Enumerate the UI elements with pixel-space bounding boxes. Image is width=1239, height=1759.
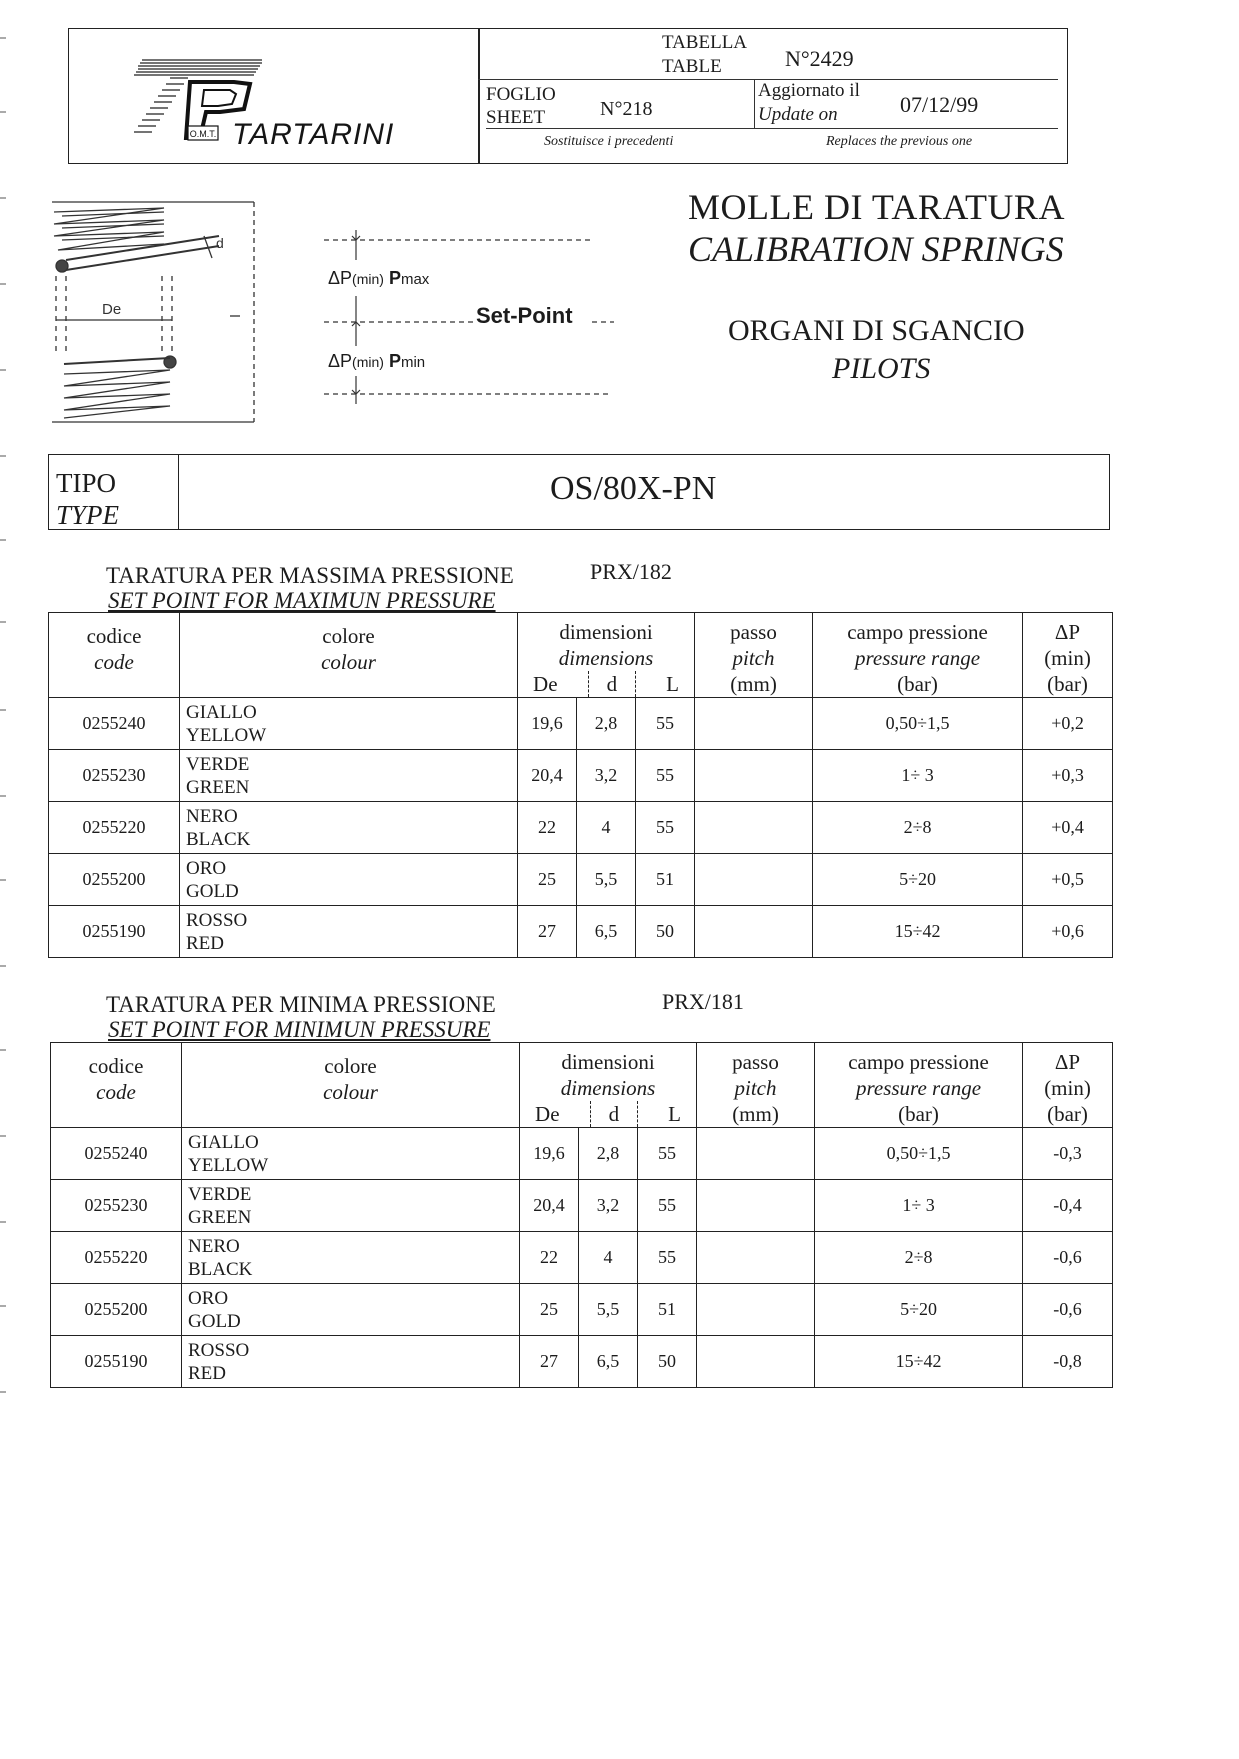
- col-pitch-unit-2: (mm): [732, 1102, 779, 1126]
- l-cell: 55: [636, 698, 695, 750]
- dp-cell: +0,4: [1023, 802, 1113, 854]
- setpoint-lines-icon: [324, 226, 624, 406]
- d-cell: 4: [577, 802, 636, 854]
- title-sub-it: ORGANI DI SGANCIO: [728, 314, 1025, 347]
- col-code-it: codice: [86, 624, 142, 648]
- type-divider: [178, 454, 179, 530]
- range-cell: 1÷ 3: [813, 750, 1023, 802]
- code-cell: 0255200: [49, 854, 180, 906]
- max-row: [49, 750, 1113, 802]
- col-range-header-2: [815, 1043, 1023, 1128]
- section-min-ref: PRX/181: [662, 989, 744, 1014]
- dp-cell: -0,4: [1023, 1180, 1113, 1232]
- d-cell: 3,2: [577, 750, 636, 802]
- colour-cell: [180, 750, 518, 802]
- dp-cell: -0,6: [1023, 1232, 1113, 1284]
- col-pitch-header: [695, 613, 813, 698]
- colour-it: ORO: [186, 857, 227, 879]
- col-code-it-2: codice: [88, 1054, 144, 1078]
- d-label: d: [216, 235, 224, 251]
- code-cell: 0255230: [49, 750, 180, 802]
- col-range-unit: (bar): [897, 672, 938, 696]
- replaces-it: Sostituisce i precedenti: [544, 134, 674, 149]
- pitch-cell: [697, 1284, 815, 1336]
- pitch-cell: [697, 1232, 815, 1284]
- range-cell: 0,50÷1,5: [813, 698, 1023, 750]
- pmax-p: P: [388, 268, 401, 288]
- colour-en: BLACK: [186, 828, 251, 850]
- col-d-2: d: [590, 1101, 639, 1127]
- dp-cell: +0,5: [1023, 854, 1113, 906]
- de-cell: 22: [518, 802, 577, 854]
- logo-badge-text: O.M.T.: [189, 129, 217, 139]
- title-sub-en: PILOTS: [832, 352, 931, 385]
- col-pitch-it: passo: [730, 620, 777, 644]
- col-code-header: [49, 613, 180, 698]
- min-row: [51, 1128, 1113, 1180]
- col-range-header: [813, 613, 1023, 698]
- range-cell: 5÷20: [813, 854, 1023, 906]
- colour-it: GIALLO: [188, 1131, 259, 1153]
- table-max-pressure: [48, 612, 1113, 958]
- col-colour-header-2: [182, 1043, 520, 1128]
- l-cell: 50: [638, 1336, 697, 1388]
- colour-it: VERDE: [186, 753, 250, 775]
- col-colour-it-2: colore: [324, 1054, 377, 1078]
- pitch-cell: [697, 1336, 815, 1388]
- col-dim-sub: [518, 671, 694, 697]
- code-cell: 0255190: [49, 906, 180, 958]
- col-dim-it-2: dimensioni: [561, 1050, 655, 1074]
- colour-it: ROSSO: [188, 1339, 250, 1361]
- pitch-cell: [697, 1180, 815, 1232]
- col-l-2: L: [668, 1102, 681, 1126]
- company-logo: [130, 54, 410, 154]
- section-max-ref: PRX/182: [590, 559, 672, 584]
- table-max-header: [49, 613, 1113, 698]
- margin-ticks-icon: [0, 0, 8, 1754]
- spring-diagram: [44, 196, 274, 428]
- table-label-it: TABELLA: [662, 32, 748, 53]
- col-pitch-en: pitch: [732, 646, 775, 670]
- col-dp-min: (min): [1044, 646, 1091, 670]
- col-code-header-2: [51, 1043, 182, 1128]
- section-min-title-en: SET POINT FOR MINIMUN PRESSURE: [108, 1017, 491, 1042]
- section-max-title-it: TARATURA PER MASSIMA PRESSIONE: [106, 563, 514, 588]
- col-code-en-2: code: [96, 1080, 136, 1104]
- col-range-unit-2: (bar): [898, 1102, 939, 1126]
- col-dim-sub-2: [520, 1101, 696, 1127]
- pmin-sub: min: [400, 354, 426, 371]
- col-range-en-2: pressure range: [856, 1076, 982, 1100]
- setpoint-diagram: [324, 226, 624, 406]
- col-dim-en: dimensions: [558, 646, 654, 670]
- col-colour-en: colour: [321, 650, 376, 674]
- update-label-en: Update on: [758, 104, 838, 125]
- delta-p-min-label: [328, 351, 425, 372]
- col-pitch-it-2: passo: [732, 1050, 779, 1074]
- col-dp-min-2: (min): [1044, 1076, 1091, 1100]
- delta-p-symbol-2: ΔP: [328, 351, 353, 371]
- range-cell: 15÷42: [813, 906, 1023, 958]
- table-min-header: [51, 1043, 1113, 1128]
- d-cell: 6,5: [579, 1336, 638, 1388]
- pitch-cell: [697, 1128, 815, 1180]
- col-de-2: De: [535, 1102, 560, 1126]
- col-d: d: [588, 671, 637, 697]
- d-cell: 5,5: [579, 1284, 638, 1336]
- colour-en: RED: [188, 1362, 226, 1384]
- col-range-it: campo pressione: [847, 620, 988, 644]
- code-cell: 0255220: [49, 802, 180, 854]
- table-label-en: TABLE: [662, 56, 722, 77]
- colour-cell: [180, 854, 518, 906]
- d-cell: 4: [579, 1232, 638, 1284]
- section-max-title-en: SET POINT FOR MAXIMUN PRESSURE: [108, 588, 496, 613]
- col-dp-unit-2: (bar): [1047, 1102, 1088, 1126]
- colour-cell: [182, 1232, 520, 1284]
- range-cell: 0,50÷1,5: [815, 1128, 1023, 1180]
- colour-en: RED: [186, 932, 224, 954]
- table-min-body: [51, 1128, 1113, 1388]
- col-pitch-header-2: [697, 1043, 815, 1128]
- type-value: OS/80X-PN: [550, 470, 717, 507]
- col-dp: ΔP: [1054, 620, 1081, 644]
- col-dim-en-2: dimensions: [560, 1076, 656, 1100]
- header-rule-v: [754, 79, 755, 128]
- l-cell: 50: [636, 906, 695, 958]
- update-date: 07/12/99: [900, 92, 979, 117]
- range-cell: 2÷8: [813, 802, 1023, 854]
- dp-cell: -0,6: [1023, 1284, 1113, 1336]
- colour-en: YELLOW: [186, 724, 267, 746]
- max-row: [49, 802, 1113, 854]
- col-dim-it: dimensioni: [559, 620, 653, 644]
- colour-en: GOLD: [188, 1310, 241, 1332]
- col-de: De: [533, 672, 558, 696]
- colour-cell: [182, 1180, 520, 1232]
- de-cell: 27: [518, 906, 577, 958]
- l-cell: 55: [638, 1128, 697, 1180]
- l-cell: 51: [636, 854, 695, 906]
- table-max-body: [49, 698, 1113, 958]
- code-cell: 0255230: [51, 1180, 182, 1232]
- colour-en: YELLOW: [188, 1154, 269, 1176]
- colour-cell: [182, 1284, 520, 1336]
- pitch-cell: [695, 906, 813, 958]
- de-cell: 22: [520, 1232, 579, 1284]
- code-cell: 0255190: [51, 1336, 182, 1388]
- colour-it: VERDE: [188, 1183, 252, 1205]
- col-pitch-en-2: pitch: [734, 1076, 777, 1100]
- col-code-en: code: [94, 650, 134, 674]
- pmin-p: P: [388, 351, 401, 371]
- max-row: [49, 854, 1113, 906]
- update-label-it: Aggiornato il: [758, 80, 860, 101]
- code-cell: 0255240: [49, 698, 180, 750]
- colour-cell: [182, 1336, 520, 1388]
- delta-p-symbol: ΔP: [328, 268, 353, 288]
- pitch-cell: [695, 854, 813, 906]
- de-cell: 27: [520, 1336, 579, 1388]
- min-row: [51, 1180, 1113, 1232]
- de-label: De: [102, 301, 122, 318]
- replaces-en: Replaces the previous one: [826, 134, 973, 149]
- l-cell: 55: [636, 750, 695, 802]
- col-l: L: [666, 672, 679, 696]
- colour-it: GIALLO: [186, 701, 257, 723]
- max-row: [49, 698, 1113, 750]
- spring-icon: [44, 196, 274, 428]
- delta-p-sub: (min): [352, 271, 384, 287]
- col-range-en: pressure range: [855, 646, 981, 670]
- dp-cell: -0,8: [1023, 1336, 1113, 1388]
- colour-it: ROSSO: [186, 909, 248, 931]
- col-colour-header: [180, 613, 518, 698]
- d-cell: 2,8: [577, 698, 636, 750]
- col-pitch-unit: (mm): [730, 672, 777, 696]
- type-label-it: TIPO: [56, 468, 116, 498]
- table-number: N°2429: [785, 46, 854, 71]
- l-cell: 55: [636, 802, 695, 854]
- range-cell: 1÷ 3: [815, 1180, 1023, 1232]
- code-cell: 0255200: [51, 1284, 182, 1336]
- de-cell: 25: [518, 854, 577, 906]
- title-main-en: CALIBRATION SPRINGS: [688, 229, 1064, 269]
- dp-cell: -0,3: [1023, 1128, 1113, 1180]
- col-dim-header: [518, 613, 695, 698]
- pitch-cell: [695, 750, 813, 802]
- l-cell: 55: [638, 1180, 697, 1232]
- d-cell: 3,2: [579, 1180, 638, 1232]
- col-dp-2: ΔP: [1054, 1050, 1081, 1074]
- l-cell: 55: [638, 1232, 697, 1284]
- d-cell: 6,5: [577, 906, 636, 958]
- col-dim-header-2: [520, 1043, 697, 1128]
- col-colour-it: colore: [322, 624, 375, 648]
- max-row: [49, 906, 1113, 958]
- de-cell: 20,4: [520, 1180, 579, 1232]
- pitch-cell: [695, 698, 813, 750]
- colour-cell: [180, 906, 518, 958]
- col-dp-header: [1023, 613, 1113, 698]
- de-cell: 25: [520, 1284, 579, 1336]
- header-rule-2: [486, 128, 1058, 129]
- sheet-label-en: SHEET: [486, 107, 546, 128]
- col-dp-unit: (bar): [1047, 672, 1088, 696]
- range-cell: 2÷8: [815, 1232, 1023, 1284]
- type-label-en: TYPE: [56, 500, 120, 530]
- colour-en: GREEN: [186, 776, 250, 798]
- colour-cell: [182, 1128, 520, 1180]
- de-cell: 19,6: [518, 698, 577, 750]
- min-row: [51, 1284, 1113, 1336]
- range-cell: 5÷20: [815, 1284, 1023, 1336]
- code-cell: 0255240: [51, 1128, 182, 1180]
- d-cell: 2,8: [579, 1128, 638, 1180]
- colour-en: GOLD: [186, 880, 239, 902]
- code-cell: 0255220: [51, 1232, 182, 1284]
- dp-cell: +0,6: [1023, 906, 1113, 958]
- d-cell: 5,5: [577, 854, 636, 906]
- colour-en: BLACK: [188, 1258, 253, 1280]
- title-main-it: MOLLE DI TARATURA: [688, 187, 1065, 227]
- colour-it: NERO: [188, 1235, 240, 1257]
- colour-it: NERO: [186, 805, 238, 827]
- colour-it: ORO: [188, 1287, 229, 1309]
- set-point-label: Set-Point: [476, 303, 573, 328]
- colour-en: GREEN: [188, 1206, 252, 1228]
- colour-cell: [180, 802, 518, 854]
- brand-name: TARTARINI: [232, 118, 395, 151]
- pmax-sub: max: [400, 271, 430, 288]
- colour-cell: [180, 698, 518, 750]
- margin-marks: [0, 0, 8, 1754]
- sheet-number: N°218: [600, 98, 653, 120]
- de-cell: 19,6: [520, 1128, 579, 1180]
- de-cell: 20,4: [518, 750, 577, 802]
- min-row: [51, 1232, 1113, 1284]
- sheet-label-it: FOGLIO: [486, 84, 556, 105]
- col-range-it-2: campo pressione: [848, 1050, 989, 1074]
- range-cell: 15÷42: [815, 1336, 1023, 1388]
- col-dp-header-2: [1023, 1043, 1113, 1128]
- table-min-pressure: [50, 1042, 1113, 1388]
- pitch-cell: [695, 802, 813, 854]
- delta-p-max-label: [328, 268, 429, 289]
- delta-p-sub-2: (min): [352, 354, 384, 370]
- dp-cell: +0,2: [1023, 698, 1113, 750]
- section-min-title-it: TARATURA PER MINIMA PRESSIONE: [106, 992, 496, 1017]
- dp-cell: +0,3: [1023, 750, 1113, 802]
- col-colour-en-2: colour: [323, 1080, 378, 1104]
- min-row: [51, 1336, 1113, 1388]
- l-cell: 51: [638, 1284, 697, 1336]
- header-divider: [478, 28, 480, 164]
